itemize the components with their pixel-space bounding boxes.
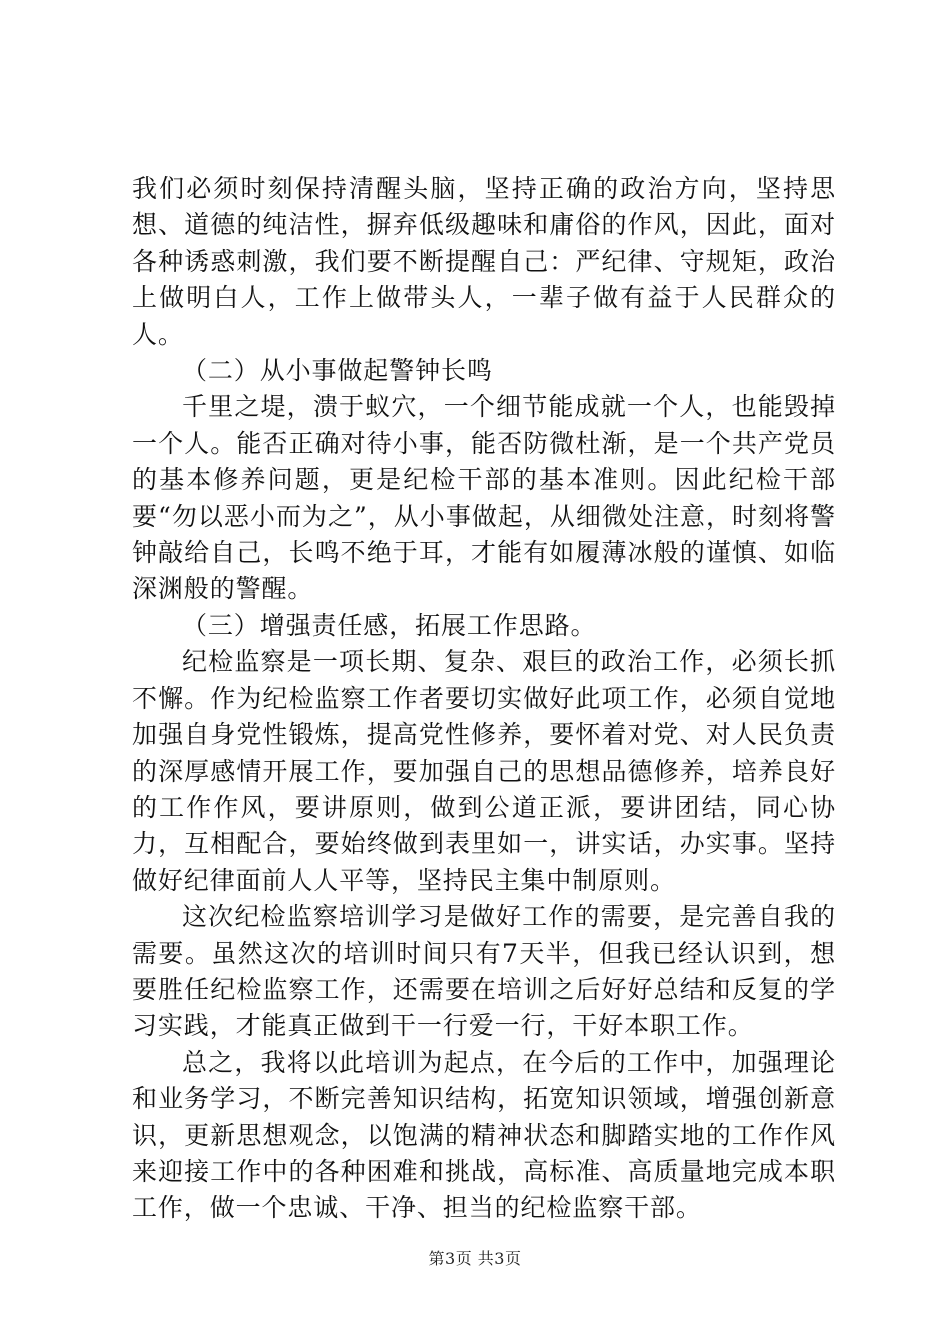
paragraph-training: 这次纪检监察培训学习是做好工作的需要，是完善自我的需要。虽然这次的培训时间只有7天半，但我已经认识到，想要胜任纪检监察工作，还需要在培训之后好好总结和反复的学习实践，才能真正做到干一行爱一行，干好本职工作。 [132,902,836,1041]
paragraph-conclusion: 总之，我将以此培训为起点，在今后的工作中，加强理论和业务学习，不断完善知识结构，拓宽知识领域，增强创新意识，更新思想观念，以饱满的精神状态和脚踏实地的工作作风来迎接工作中的各种困难和挑战，高标准、高质量地完成本职工作，做一个忠诚、干净、担当的纪检监察干部。 [132,1047,836,1223]
paragraph-responsibility: 纪检监察是一项长期、复杂、艰巨的政治工作，必须长抓不懈。作为纪检监察工作者要切实做好此项工作，必须自觉地加强自身党性锻炼，提高党性修养，要怀着对党、对人民负责的深厚感情开展工作，要加强自己的思想品德修养，培养良好的工作作风，要讲原则，做到公道正派，要讲团结，同心协力，互相配合，要始终做到表里如一，讲实话，办实事。坚持做好纪律面前人人平等，坚持民主集中制原则。 [132,647,836,895]
document-body [132,171,836,1227]
section-heading-two: （二）从小事做起警钟长鸣 [182,356,493,386]
paragraph-small-things: 千里之堤，溃于蚁穴，一个细节能成就一个人，也能毁掉一个人。能否正确对待小事，能否防微杜渐，是一个共产党员的基本修养问题，更是纪检干部的基本准则。因此纪检干部要“勿以恶小而为之”，从小事做起，从细微处注意，时刻将警钟敲给自己，长鸣不绝于耳，才能有如履薄冰般的谨慎、如临深渊般的警醒。 [132,392,836,604]
section-heading-three: （三）增强责任感，拓展工作思路。 [182,610,597,640]
page-number-footer: 第3页 共3页 [428,1249,522,1268]
paragraph-continuation: 我们必须时刻保持清醒头脑，坚持正确的政治方向，坚持思想、道德的纯洁性，摒弃低级趣味和庸俗的作风，因此，面对各种诱惑刺激，我们要不断提醒自己：严纪律、守规矩，政治上做明白人，工作上做带头人，一辈子做有益于人民群众的人。 [132,174,836,349]
